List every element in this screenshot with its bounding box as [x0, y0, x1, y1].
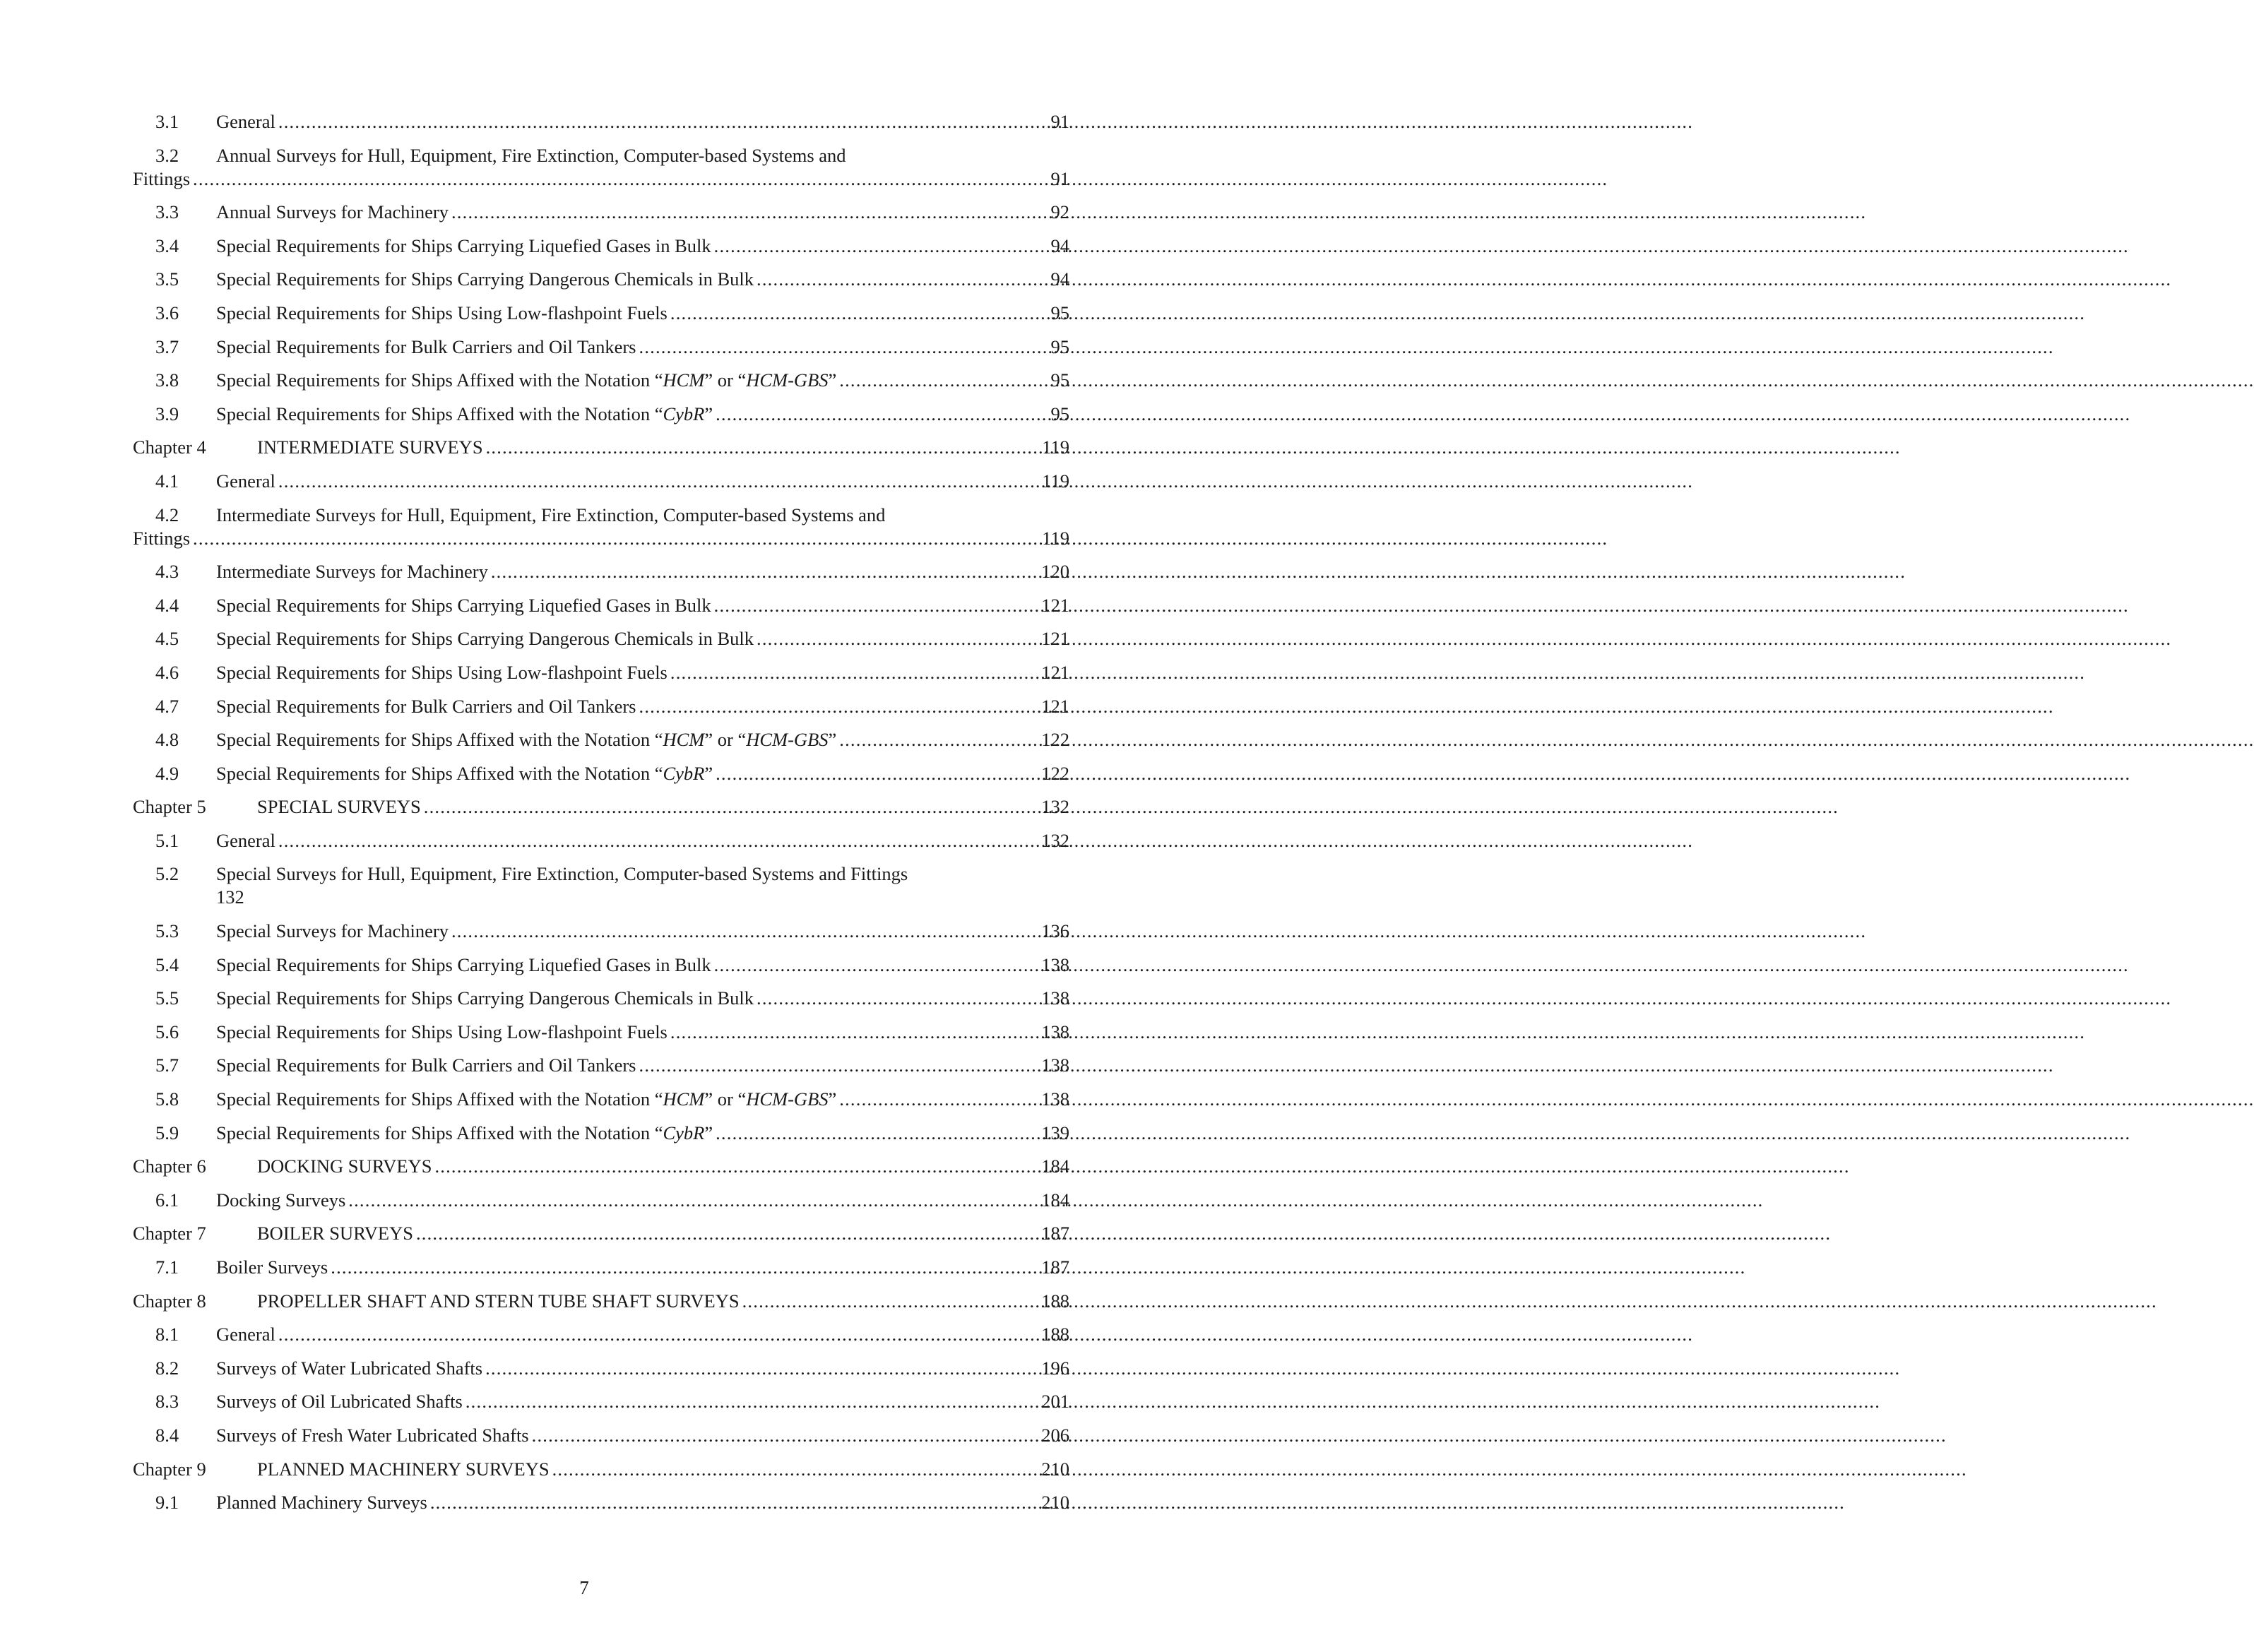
toc-section-entry[interactable]: [133, 1256, 1069, 1279]
toc-entry-page: 121: [1041, 594, 1069, 616]
toc-leader-dots: [639, 1054, 1039, 1077]
toc-chapter-entry[interactable]: [133, 1290, 1069, 1313]
toc-entry-title: Special Requirements for Ships Affixed with the Notation “CybR”: [216, 1122, 713, 1143]
toc-section-entry[interactable]: [133, 695, 1069, 718]
toc-leader-dots: [348, 1189, 1038, 1212]
toc-entry-title: Surveys of Fresh Water Lubricated Shafts: [216, 1424, 529, 1446]
toc-entry-page: 95: [1050, 403, 1069, 424]
toc-entry-page: 184: [1041, 1189, 1069, 1211]
toc-section-entry[interactable]: [133, 594, 1069, 617]
toc-entry-title: General: [216, 829, 275, 851]
toc-leader-dots: [839, 1088, 1038, 1111]
toc-entry-number: 7.1: [155, 1256, 179, 1278]
toc-entry-page: 210: [1041, 1458, 1069, 1480]
toc-entry-title: PROPELLER SHAFT AND STERN TUBE SHAFT SURVEYS: [257, 1290, 740, 1312]
toc-leader-dots: [278, 829, 1038, 852]
toc-entry-title: Intermediate Surveys for Machinery: [216, 561, 488, 583]
toc-entry-number: 4.9: [155, 762, 179, 784]
toc-entry-page: 138: [1041, 1054, 1069, 1076]
toc-entry-page: 95: [1050, 335, 1069, 357]
toc-entry-number: 6.1: [155, 1189, 179, 1211]
toc-entry-page: 119: [1042, 436, 1069, 458]
toc-entry-page: 94: [1050, 268, 1069, 290]
toc-leader-dots: [639, 695, 1039, 718]
toc-entry-number: 8.3: [155, 1391, 179, 1413]
toc-leader-dots: [716, 762, 1038, 785]
toc-entry-page: 188: [1041, 1290, 1069, 1312]
toc-section-entry[interactable]: [133, 1491, 1069, 1514]
toc-leader-dots: [670, 661, 1038, 684]
toc-leader-dots: [451, 201, 1048, 224]
toc-entry-title: Special Requirements for Ships Carrying Liquefied Gases in Bulk: [216, 594, 711, 616]
toc-leader-dots: [331, 1256, 1038, 1279]
toc-entry-page: 95: [1050, 369, 1069, 391]
toc-section-entry[interactable]: [133, 470, 1069, 493]
toc-entry-page: 121: [1041, 661, 1069, 683]
toc-leader-dots: [839, 369, 1048, 392]
toc-entry-title: Special Requirements for Ships Using Low-flashpoint Fuels: [216, 302, 668, 323]
toc-entry-number: 8.1: [155, 1324, 179, 1345]
toc-entry-page: 138: [1041, 1088, 1069, 1110]
toc-entry-number: 3.8: [155, 369, 179, 391]
toc-entry-title: Special Requirements for Ships Carrying Dangerous Chemicals in Bulk: [216, 628, 754, 650]
toc-entry-title: Special Requirements for Ships Affixed with the Notation “CybR”: [216, 403, 713, 424]
toc-entry-title: Special Requirements for Ships Carrying Dangerous Chemicals in Bulk: [216, 268, 754, 290]
toc-section-entry[interactable]: [133, 302, 1069, 325]
toc-entry-page: 210: [1041, 1492, 1069, 1514]
toc-section-entry[interactable]: [133, 201, 1069, 224]
toc-leader-dots: [670, 302, 1048, 325]
toc-entry-title: Annual Surveys for Machinery: [216, 201, 449, 223]
toc-entry-title: BOILER SURVEYS: [257, 1223, 413, 1244]
toc-entry-title: Special Requirements for Ships Carrying Liquefied Gases in Bulk: [216, 953, 711, 975]
toc-entry-title: Surveys of Oil Lubricated Shafts: [216, 1391, 463, 1413]
toc-entry-title: Special Requirements for Ships Affixed with the Notation “CybR”: [216, 762, 713, 784]
toc-chapter-entry[interactable]: [133, 1155, 1069, 1178]
toc-entry-title: SPECIAL SURVEYS: [257, 796, 421, 818]
toc-leader-dots: [465, 1390, 1038, 1413]
toc-leader-dots: [485, 1357, 1038, 1380]
toc-leader-dots: [430, 1491, 1038, 1514]
toc-entry-number: 5.4: [155, 953, 179, 975]
toc-entry-number: 5.8: [155, 1088, 179, 1110]
toc-chapter-entry[interactable]: [133, 795, 1069, 819]
toc-leader-dots: [552, 1458, 1039, 1481]
toc-leader-dots: [714, 234, 1048, 258]
toc-section-entry[interactable]: [133, 504, 1069, 550]
toc-entry-number: Chapter 4: [133, 436, 206, 458]
toc-entry-page: 122: [1041, 762, 1069, 784]
page-number: 7: [579, 1577, 589, 1598]
toc-section-entry[interactable]: [133, 862, 1069, 909]
toc-section-entry[interactable]: [133, 953, 1069, 977]
toc-entry-page: 119: [1042, 470, 1069, 492]
table-of-contents: [133, 110, 1069, 1525]
toc-entry-page: 132: [1041, 829, 1069, 851]
toc-entry-number: 3.6: [155, 302, 179, 323]
toc-leader-dots: [193, 167, 1048, 191]
toc-entry-title: DOCKING SURVEYS: [257, 1155, 432, 1177]
toc-section-entry[interactable]: [133, 560, 1069, 583]
toc-entry-title: Special Surveys for Machinery: [216, 920, 449, 942]
toc-section-entry[interactable]: [133, 920, 1069, 943]
toc-section-entry[interactable]: [133, 829, 1069, 852]
toc-section-entry[interactable]: [133, 268, 1069, 291]
toc-leader-dots: [278, 470, 1039, 493]
toc-chapter-entry[interactable]: [133, 1222, 1069, 1245]
toc-entry-number: 4.7: [155, 695, 179, 717]
toc-entry-title: Planned Machinery Surveys: [216, 1492, 427, 1514]
toc-entry-title: Special Requirements for Bulk Carriers and Oil Tankers: [216, 335, 636, 357]
toc-entry-number: 5.2: [155, 863, 179, 885]
toc-leader-dots: [742, 1290, 1039, 1313]
toc-entry-number: 4.3: [155, 561, 179, 583]
toc-entry-number: 5.9: [155, 1122, 179, 1143]
toc-section-entry[interactable]: [133, 144, 1069, 191]
toc-entry-number: 8.4: [155, 1424, 179, 1446]
toc-leader-dots: [532, 1424, 1039, 1447]
toc-entry-page: 196: [1041, 1357, 1069, 1379]
toc-section-entry[interactable]: [133, 234, 1069, 258]
toc-section-entry[interactable]: [133, 1323, 1069, 1346]
toc-entry-title: Special Requirements for Ships Using Low-flashpoint Fuels: [216, 661, 668, 683]
toc-section-entry[interactable]: [133, 1357, 1069, 1380]
toc-entry-number: Chapter 7: [133, 1223, 206, 1244]
toc-section-entry[interactable]: [133, 1189, 1069, 1212]
toc-entry-title: Special Surveys for Hull, Equipment, Fire Extinction, Computer-based Systems and Fittings: [216, 863, 908, 885]
toc-entry-page: 206: [1041, 1424, 1069, 1446]
toc-entry-number: 3.7: [155, 335, 179, 357]
toc-leader-dots: [278, 1323, 1038, 1346]
toc-section-entry[interactable]: [133, 987, 1069, 1010]
toc-leader-dots: [670, 1021, 1038, 1044]
toc-entry-number: 5.6: [155, 1021, 179, 1042]
toc-entry-page: 184: [1041, 1155, 1069, 1177]
toc-entry-number: 8.2: [155, 1357, 179, 1379]
toc-entry-number: 5.1: [155, 829, 179, 851]
toc-section-entry[interactable]: [133, 1054, 1069, 1077]
toc-entry-title: INTERMEDIATE SURVEYS: [257, 436, 483, 458]
toc-entry-title: Special Requirements for Ships Affixed with the Notation “HCM” or “HCM-GBS”: [216, 729, 837, 751]
toc-entry-title: General: [216, 470, 275, 492]
toc-entry-number: Chapter 9: [133, 1458, 206, 1480]
toc-entry-title: General: [216, 1324, 275, 1345]
toc-section-entry[interactable]: [133, 335, 1069, 359]
toc-entry-title: General: [216, 111, 275, 132]
toc-entry-number: 4.1: [155, 470, 179, 492]
toc-section-entry[interactable]: [133, 1390, 1069, 1413]
toc-entry-page: 138: [1041, 1021, 1069, 1042]
toc-leader-dots: [434, 1155, 1038, 1178]
toc-entry-number: Chapter 6: [133, 1155, 206, 1177]
toc-section-entry[interactable]: [133, 762, 1069, 785]
toc-entry-page: 138: [1041, 953, 1069, 975]
toc-entry-title-continued: Fittings: [133, 527, 191, 549]
toc-entry-page: 122: [1041, 729, 1069, 751]
toc-entry-title-continued: 132: [216, 886, 244, 908]
toc-section-entry[interactable]: [133, 1424, 1069, 1447]
toc-leader-dots: [491, 560, 1038, 583]
toc-entry-number: 4.5: [155, 628, 179, 650]
toc-section-entry[interactable]: [133, 1021, 1069, 1044]
toc-leader-dots: [714, 594, 1039, 617]
toc-entry-number: 3.9: [155, 403, 179, 424]
toc-leader-dots: [639, 335, 1048, 359]
toc-entry-page: 121: [1041, 695, 1069, 717]
toc-entry-title: Special Requirements for Ships Affixed with the Notation “HCM” or “HCM-GBS”: [216, 1088, 837, 1110]
toc-leader-dots: [757, 268, 1048, 291]
toc-entry-title: Intermediate Surveys for Hull, Equipment, Fire Extinction, Computer-based Systems and: [216, 504, 886, 525]
toc-entry-page: 92: [1050, 201, 1069, 223]
toc-entry-title: Docking Surveys: [216, 1189, 346, 1211]
toc-leader-dots: [757, 627, 1038, 650]
toc-entry-title: Annual Surveys for Hull, Equipment, Fire Extinction, Computer-based Systems and: [216, 144, 846, 166]
toc-entry-page: 201: [1041, 1391, 1069, 1413]
toc-chapter-entry[interactable]: [133, 436, 1069, 459]
toc-leader-dots: [716, 403, 1048, 426]
toc-section-entry[interactable]: [133, 369, 1069, 392]
toc-leader-dots: [451, 920, 1038, 943]
toc-entry-number: 4.8: [155, 729, 179, 751]
toc-entry-title: Special Requirements for Ships Using Low-flashpoint Fuels: [216, 1021, 668, 1042]
toc-entry-title: Boiler Surveys: [216, 1256, 328, 1278]
toc-leader-dots: [424, 795, 1038, 819]
toc-leader-dots: [714, 953, 1039, 977]
toc-entry-title: Special Requirements for Bulk Carriers and Oil Tankers: [216, 1054, 636, 1076]
toc-entry-title: Special Requirements for Ships Carrying Liquefied Gases in Bulk: [216, 234, 711, 256]
toc-entry-page: 119: [1042, 527, 1069, 549]
toc-entry-page: 132: [1041, 796, 1069, 818]
toc-entry-title: Surveys of Water Lubricated Shafts: [216, 1357, 483, 1379]
toc-entry-number: 4.2: [155, 504, 179, 525]
toc-entry-title: Special Requirements for Ships Carrying Dangerous Chemicals in Bulk: [216, 987, 754, 1009]
toc-leader-dots: [278, 110, 1048, 133]
toc-entry-page: 138: [1041, 987, 1069, 1009]
toc-entry-number: 5.3: [155, 920, 179, 942]
toc-entry-page: 139: [1041, 1122, 1069, 1143]
toc-entry-title: Special Requirements for Bulk Carriers and Oil Tankers: [216, 695, 636, 717]
toc-entry-number: 4.6: [155, 661, 179, 683]
toc-entry-number: 9.1: [155, 1492, 179, 1514]
toc-section-entry[interactable]: [133, 661, 1069, 684]
toc-entry-page: 187: [1041, 1223, 1069, 1244]
toc-section-entry[interactable]: [133, 403, 1069, 426]
toc-entry-number: 3.2: [155, 144, 179, 166]
toc-entry-title: Special Requirements for Ships Affixed with the Notation “HCM” or “HCM-GBS”: [216, 369, 837, 391]
toc-leader-dots: [416, 1222, 1038, 1245]
toc-leader-dots: [716, 1122, 1038, 1145]
toc-entry-number: 3.4: [155, 234, 179, 256]
toc-entry-number: 3.5: [155, 268, 179, 290]
toc-entry-title-continued: Fittings: [133, 167, 191, 189]
toc-entry-page: 120: [1041, 561, 1069, 583]
toc-entry-title: PLANNED MACHINERY SURVEYS: [257, 1458, 550, 1480]
toc-section-entry[interactable]: [133, 1088, 1069, 1111]
toc-entry-page: 188: [1041, 1324, 1069, 1345]
toc-entry-page: 95: [1050, 302, 1069, 323]
toc-leader-dots: [839, 728, 1038, 751]
toc-entry-page: 187: [1041, 1256, 1069, 1278]
toc-entry-number: Chapter 8: [133, 1290, 206, 1312]
toc-entry-number: 5.7: [155, 1054, 179, 1076]
toc-entry-page: 136: [1041, 920, 1069, 942]
toc-chapter-entry[interactable]: [133, 1458, 1069, 1481]
toc-entry-number: Chapter 5: [133, 796, 206, 818]
toc-leader-dots: [486, 436, 1040, 459]
toc-section-entry[interactable]: [133, 627, 1069, 650]
toc-section-entry[interactable]: [133, 728, 1069, 751]
toc-entry-page: 121: [1041, 628, 1069, 650]
toc-entry-number: 5.5: [155, 987, 179, 1009]
toc-entry-page: 91: [1050, 167, 1069, 189]
toc-entry-page: 94: [1050, 234, 1069, 256]
toc-entry-number: 3.1: [155, 111, 179, 132]
toc-leader-dots: [757, 987, 1038, 1010]
toc-leader-dots: [193, 527, 1039, 550]
toc-entry-page: 91: [1050, 111, 1069, 132]
toc-section-entry[interactable]: [133, 1122, 1069, 1145]
toc-section-entry[interactable]: [133, 110, 1069, 133]
toc-entry-number: 4.4: [155, 594, 179, 616]
toc-entry-number: 3.3: [155, 201, 179, 223]
